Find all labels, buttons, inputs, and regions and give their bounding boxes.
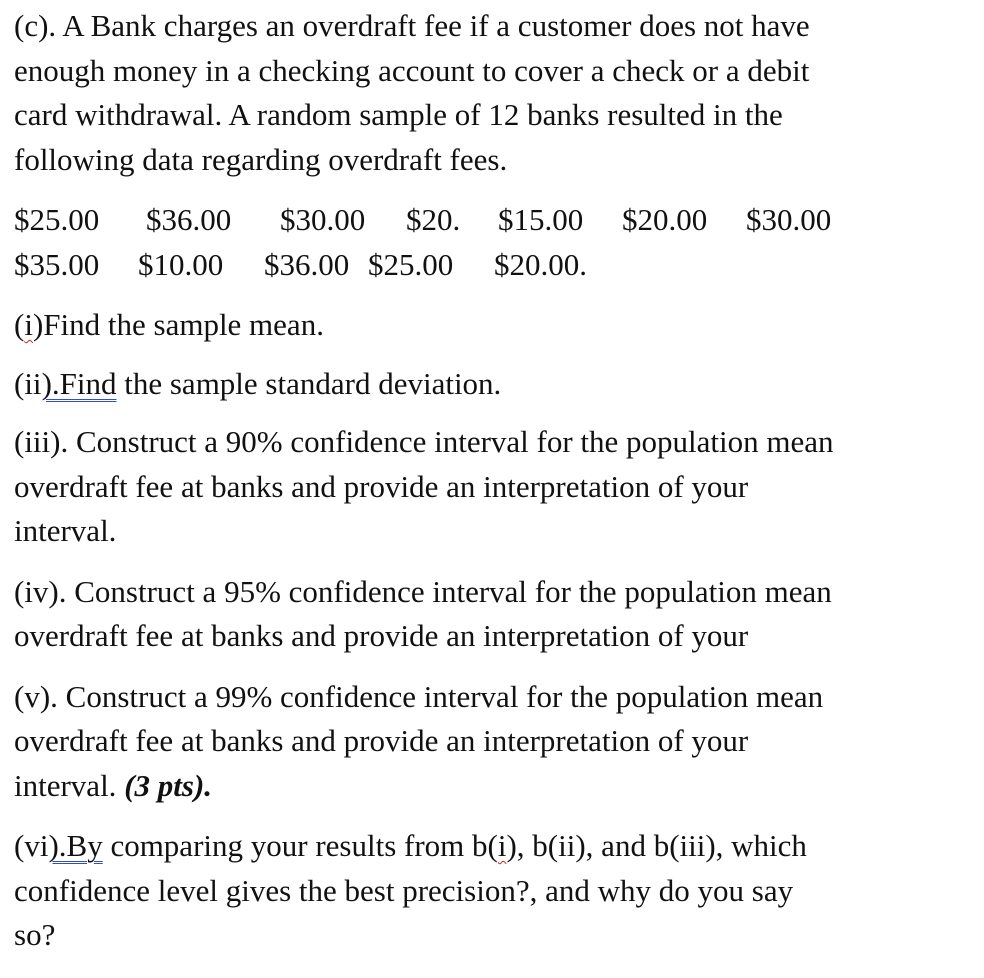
fee-value: $20. (406, 202, 461, 237)
fee-value: $36.00 (146, 202, 232, 237)
fee-value: $35.00 (14, 246, 100, 282)
question-vi: (vi).By comparing your results from b(i), b(ii), and b(iii), which confidence level gives the best precision?, and why do you say so? (14, 828, 807, 952)
grammar-flag[interactable]: ).By (48, 828, 103, 863)
fee-value: $25.00 (14, 202, 100, 237)
fee-value: $15.00 (498, 202, 584, 237)
part-label: (c). (14, 8, 57, 43)
fee-value: $20.00. (494, 246, 587, 282)
document-body (14, 0, 974, 958)
intro-line-3: card withdrawal. A random sample of 12 banks resulted in the (14, 97, 783, 132)
grammar-flag[interactable]: ).Find (41, 365, 117, 401)
question-iv: (iv). Construct a 95% confidence interval for the population mean overdraft fee at banks and provide an interpretation of your (14, 573, 832, 653)
fee-value: $36.00 (264, 246, 350, 282)
fee-value: $30.00 (280, 202, 366, 237)
question-iii: (iii). Construct a 90% confidence interval for the population mean overdraft fee at banks and provide an interpretation of your interval. (14, 424, 834, 548)
intro-line-4: following data regarding overdraft fees. (14, 141, 508, 177)
question-ii: (ii).Find the sample standard deviation. (14, 365, 502, 401)
fee-row-1 (14, 198, 974, 243)
intro-line-1: (c). A Bank charges an overdraft fee if a customer does not have (14, 8, 810, 43)
intro-paragraph (14, 4, 974, 182)
fee-value: $25.00 (368, 246, 454, 282)
question-v: (v). Construct a 99% confidence interval for the population mean overdraft fee at banks and provide an interpretation of your interval. (3 pts). (14, 678, 824, 803)
fee-value: $30.00 (746, 202, 832, 237)
fee-value: $20.00 (622, 202, 708, 237)
fee-data (14, 198, 974, 287)
points-label: (3 pts). (124, 767, 213, 803)
fee-value: $10.00 (138, 246, 224, 282)
fee-row-2 (14, 243, 974, 288)
intro-line-2: enough money in a checking account to cover a check or a debit (14, 52, 810, 88)
spellcheck-flag[interactable]: i (497, 828, 507, 863)
question-i: (i)Find the sample mean. (14, 307, 324, 342)
spellcheck-flag[interactable]: i (24, 307, 33, 342)
